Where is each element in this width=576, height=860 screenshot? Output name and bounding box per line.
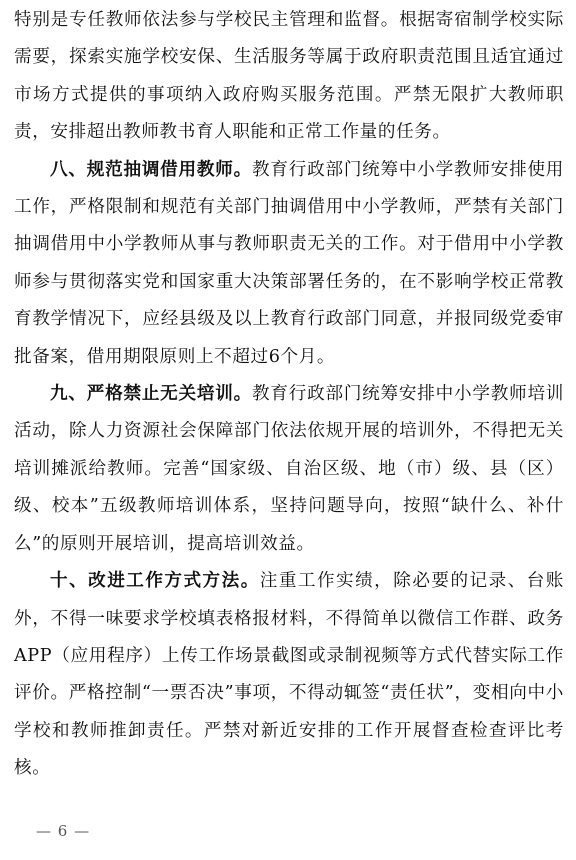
paragraph-text: 特别是专任教师依法参与学校民主管理和监督。根据寄宿制学校实际需要，探索实施学校安保、生活服务等属于政府职责范围且适宜通过市场方式提供的事项纳入政府购买服务范围。严禁无限扩大教师职责，安排超出教师教书育人职能和正常工作量的任务。 bbox=[14, 10, 564, 143]
section-heading: 八、规范抽调借用教师。 bbox=[50, 159, 252, 180]
page-number: — 6 — bbox=[36, 822, 91, 840]
paragraph-section-8 bbox=[14, 152, 564, 376]
section-heading: 十、改进工作方式方法。 bbox=[50, 571, 260, 592]
document-body bbox=[14, 2, 564, 788]
section-heading: 九、严格禁止无关培训。 bbox=[50, 384, 252, 405]
paragraph-section-9 bbox=[14, 376, 564, 563]
paragraph-text: 教育行政部门统筹安排中小学教师培训活动，除人力资源社会保障部门依法依规开展的培训外，不得把无关培训摊派给教师。完善“国家级、自治区级、地（市）级、县（区）级、校本”五级教师培训体系，坚持问题导向，按照“缺什么、补什么”的原则开展培训，提高培训效益。 bbox=[14, 384, 564, 554]
paragraph-section-10 bbox=[14, 563, 564, 787]
paragraph-text: 注重工作实绩，除必要的记录、台账外，不得一味要求学校填表格报材料，不得简单以微信工作群、政务APP（应用程序）上传工作场景截图或录制视频等方式代替实际工作评价。严格控制“一票否决”事项，不得动辄签“责任状”，变相向中小学校和教师推卸责任。严禁对新近安排的工作开展督查检查评比考核。 bbox=[14, 571, 564, 779]
paragraph-text: 教育行政部门统筹中小学教师安排使用工作，严格限制和规范有关部门抽调借用中小学教师，严禁有关部门抽调借用中小学教师从事与教师职责无关的工作。对于借用中小学教师参与贯彻落实党和国家重大决策部署任务的，在不影响学校正常教育教学情况下，应经县级及以上教育行政部门同意，并报同级党委审批备案，借用期限原则上不超过6个月。 bbox=[14, 159, 564, 367]
paragraph-continuation bbox=[14, 2, 564, 152]
